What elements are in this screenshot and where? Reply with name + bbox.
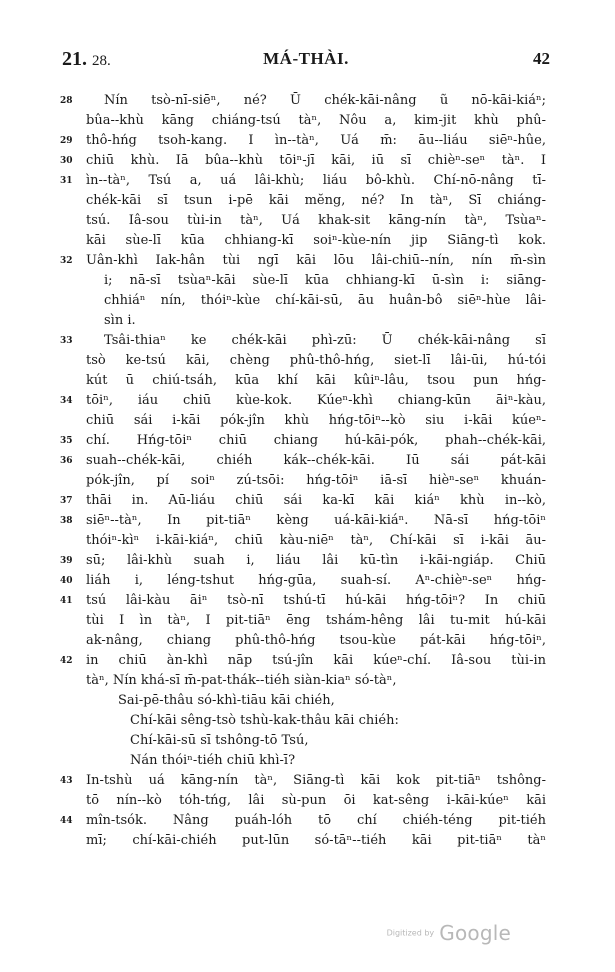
text-line — [0, 331, 615, 351]
verse-number: 34 — [60, 396, 73, 406]
line-text: thóiⁿ-kìⁿ i-kāi-kiáⁿ, chiū kàu-niēⁿ tàⁿ, Chí-kāi sī i-kāi āu- — [86, 533, 546, 548]
line-text: Tsâi-thiaⁿ ke chék-kāi phì-zū: Ū chék-kāi-nâng sī — [104, 333, 546, 348]
line-text: tō nín--kò tóh-tńg, lâi sù-pun ōi kat-sêng i-kāi-kúeⁿ kāi — [86, 793, 546, 808]
verse-number: 44 — [60, 816, 73, 826]
text-line — [0, 271, 615, 291]
text-line — [0, 291, 615, 311]
text-line — [0, 231, 615, 251]
verse-number: 31 — [60, 176, 73, 186]
text-line — [0, 211, 615, 231]
text-line — [0, 311, 615, 331]
text-line — [0, 791, 615, 811]
line-text: chhiáⁿ nín, thóiⁿ-kùe chí-kāi-sū, āu huân-bô siēⁿ-hùe lâi- — [104, 293, 546, 308]
line-text: thô-hńg tsoh-kang. I ìn--tàⁿ, Uá m̄: āu--liáu siēⁿ-hûe, — [86, 133, 546, 148]
text-line — [0, 651, 615, 671]
line-text: chiū khù. Iā bûa--khù tōiⁿ-jī kāi, iū sī chièⁿ-seⁿ tàⁿ. I — [86, 153, 546, 168]
text-line — [0, 251, 615, 271]
line-text: suah--chék-kāi, chiéh kák--chék-kāi. Iū sái pát-kāi — [86, 453, 546, 468]
line-text: tsú lâi-kàu āiⁿ tsò-nī tshú-tī hú-kāi hńg-tōiⁿ? In chiū — [86, 593, 546, 608]
text-line — [0, 751, 615, 771]
text-line — [0, 571, 615, 591]
page-number: 42 — [533, 49, 550, 68]
verse-number: 43 — [60, 776, 73, 786]
line-text: Sai-pē-thâu só-khì-tiāu kāi chiéh, — [118, 693, 335, 708]
line-text: Chí-kāi-sū sī tshông-tō Tsú, — [130, 733, 309, 748]
text-line — [0, 471, 615, 491]
line-text: tsò ke-tsú kāi, chèng phû-thô-hńg, siet-lī lâi-ūi, hú-tói — [86, 353, 546, 368]
verse-reference: 28. — [92, 53, 111, 69]
text-line — [0, 451, 615, 471]
chapter-number: 21. — [62, 48, 87, 70]
text-line — [0, 631, 615, 651]
digitized-watermark — [387, 921, 511, 945]
line-text: ak-nâng, chiang phû-thô-hńg tsou-kùe pát-kāi hńg-tōiⁿ, — [86, 633, 546, 648]
line-text: liáh i, léng-tshut hńg-gūa, suah-sí. Aⁿ-chièⁿ-seⁿ hńg- — [86, 573, 546, 588]
line-text: tsú. Iâ-sou tùi-in tàⁿ, Uá khak-sit kāng-nín tàⁿ, Tsùaⁿ- — [86, 213, 546, 228]
text-line — [0, 91, 615, 111]
line-text: Chí-kāi sêng-tsò tshù-kak-thâu kāi chiéh: — [130, 713, 399, 728]
verse-number: 41 — [60, 596, 73, 606]
text-line — [0, 191, 615, 211]
verse-number: 32 — [60, 256, 73, 266]
line-text: mī; chí-kāi-chiéh put-lūn só-tāⁿ--tiéh kāi pit-tiāⁿ tàⁿ — [86, 833, 546, 848]
line-text: Uân-khì Iak-hân tùi ngī kāi lōu lâi-chiū--nín, nín m̄-sìn — [86, 253, 546, 268]
book-title: MÁ-THÀI. — [263, 49, 349, 68]
verse-number: 35 — [60, 436, 73, 446]
text-line — [0, 551, 615, 571]
text-line — [0, 171, 615, 191]
verse-number: 40 — [60, 576, 73, 586]
text-line — [0, 711, 615, 731]
text-line — [0, 491, 615, 511]
line-text: thāi in. Aū-liáu chiū sái ka-kī kāi kiáⁿ khù in--kò, — [86, 493, 546, 508]
verse-number: 38 — [60, 516, 73, 526]
line-text: In-tshù uá kāng-nín tàⁿ, Siāng-tì kāi kok pit-tiāⁿ tshông- — [86, 773, 546, 788]
text-line — [0, 671, 615, 691]
line-text: siēⁿ--tàⁿ, In pit-tiāⁿ kèng uá-kāi-kiáⁿ. Nā-sī hńg-tōiⁿ — [86, 513, 546, 528]
text-line — [0, 611, 615, 631]
line-text: chék-kāi sī tsun i-pē kāi mĕng, né? In tàⁿ, Sī chiáng- — [86, 193, 546, 208]
line-text: ìn--tàⁿ, Tsú a, uá lâi-khù; liáu bô-khù. Chí-nō-nâng tī- — [86, 173, 546, 188]
line-text: tàⁿ, Nín khá-sī m̄-pat-thák--tiéh siàn-kiaⁿ só-tàⁿ, — [86, 673, 397, 688]
text-line — [0, 831, 615, 851]
text-line — [0, 731, 615, 751]
google-logo: Google — [439, 921, 511, 945]
text-line — [0, 371, 615, 391]
running-header — [62, 48, 550, 72]
scripture-text — [0, 91, 615, 851]
line-text: Nín tsò-nī-siēⁿ, né? Ū chék-kāi-nâng ũ nō-kāi-kiáⁿ; — [104, 93, 546, 108]
text-line — [0, 691, 615, 711]
line-text: Nán thóiⁿ-tiéh chiū khì-ī? — [130, 753, 296, 768]
line-text: tùi I ìn tàⁿ, I pit-tiāⁿ ēng tshám-hêng lâi tu-mit hú-kāi — [86, 613, 546, 628]
text-line — [0, 511, 615, 531]
watermark-small-text: Digitized by — [386, 928, 435, 938]
line-text: sū; lâi-khù suah i, liáu lâi kū-tìn i-kāi-ngiáp. Chiū — [86, 553, 546, 568]
verse-number: 42 — [60, 656, 73, 666]
text-line — [0, 811, 615, 831]
text-line — [0, 771, 615, 791]
text-line — [0, 131, 615, 151]
line-text: kāi sùe-lī kūa chhiang-kī soiⁿ-kùe-nín jip Siāng-tì kok. — [86, 233, 546, 248]
text-line — [0, 431, 615, 451]
line-text: chí. Hńg-tōiⁿ chiū chiang hú-kāi-pók, phah--chék-kāi, — [86, 433, 546, 448]
verse-number: 39 — [60, 556, 73, 566]
text-line — [0, 351, 615, 371]
line-text: i; nā-sī tsùaⁿ-kāi sùe-lī kūa chhiang-kī ū-sìn i: siāng- — [104, 273, 546, 288]
line-text: kút ū chiú-tsáh, kūa khí kāi kûiⁿ-lâu, tsou pun hńg- — [86, 373, 546, 388]
verse-number: 30 — [60, 156, 73, 166]
text-line — [0, 531, 615, 551]
line-text: sìn i. — [104, 313, 136, 328]
verse-number: 37 — [60, 496, 73, 506]
line-text: tōiⁿ, iáu chiū kùe-kok. Kúeⁿ-khì chiang-kūn āiⁿ-kàu, — [86, 393, 546, 408]
verse-number: 33 — [60, 336, 73, 346]
text-line — [0, 151, 615, 171]
line-text: in chiū àn-khì nāp tsú-jîn kāi kúeⁿ-chí. Iâ-sou tùi-in — [86, 653, 546, 668]
verse-number: 36 — [60, 456, 73, 466]
line-text: bûa--khù kāng chiáng-tsú tàⁿ, Nôu a, kim-jit khù phû- — [86, 113, 546, 128]
text-line — [0, 111, 615, 131]
text-line — [0, 391, 615, 411]
line-text: mîn-tsók. Nâng puáh-lóh tō chí chiéh-téng pit-tiéh — [86, 813, 546, 828]
verse-number: 28 — [60, 96, 73, 106]
text-line — [0, 591, 615, 611]
line-text: chiū sái i-kāi pók-jîn khù hńg-tōiⁿ--kò siu i-kāi kúeⁿ- — [86, 413, 546, 428]
line-text: pók-jîn, pí soiⁿ zú-tsōi: hńg-tōiⁿ iā-sī hièⁿ-seⁿ khuán- — [86, 473, 546, 488]
verse-number: 29 — [60, 136, 73, 146]
text-line — [0, 411, 615, 431]
